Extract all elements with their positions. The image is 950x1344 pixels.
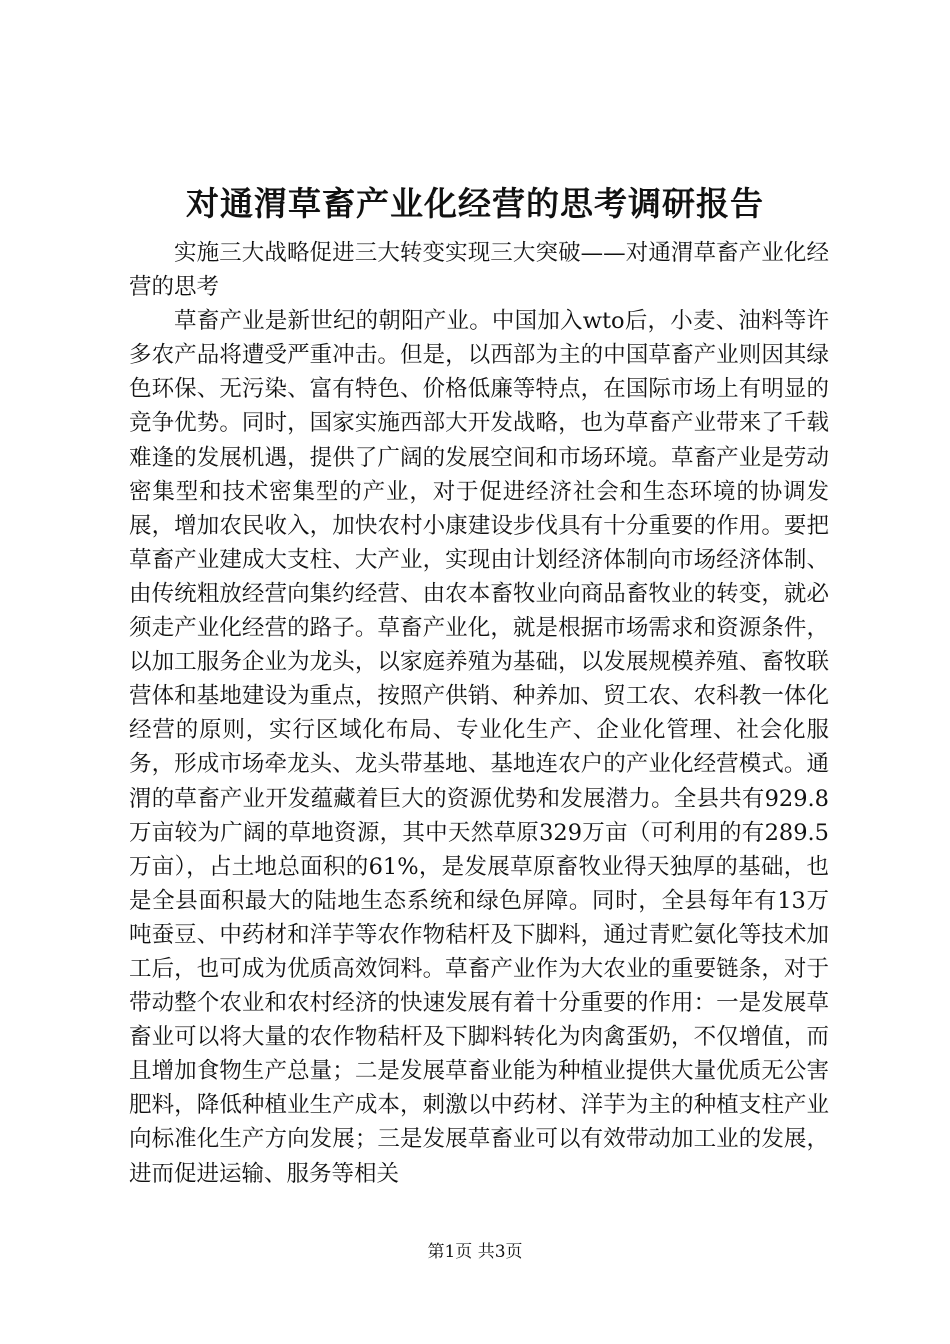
subtitle-paragraph: 实施三大战略促进三大转变实现三大突破——对通渭草畜产业化经营的思考 xyxy=(129,240,829,301)
document-body xyxy=(129,236,829,1191)
document-title: 对通渭草畜产业化经营的思考调研报告 xyxy=(186,184,764,223)
page-number-footer: 第1页 共3页 xyxy=(427,1242,523,1262)
body-paragraph: 草畜产业是新世纪的朝阳产业。中国加入wto后，小麦、油料等许多农产品将遭受严重冲击。但是，以西部为主的中国草畜产业则因其绿色环保、无污染、富有特色、价格低廉等特点，在国际市场上有明显的竞争优势。同时，国家实施西部大开发战略，也为草畜产业带来了千载难逢的发展机遇，提供了广阔的发展空间和市场环境。草畜产业是劳动密集型和技术密集型的产业，对于促进经济社会和生态环境的协调发展，增加农民收入，加快农村小康建设步伐具有十分重要的作用。要把草畜产业建成大支柱、大产业，实现由计划经济体制向市场经济体制、由传统粗放经营向集约经营、由农本畜牧业向商品畜牧业的转变，就必须走产业化经营的路子。草畜产业化，就是根据市场需求和资源条件，以加工服务企业为龙头，以家庭养殖为基础，以发展规模养殖、畜牧联营体和基地建设为重点，按照产供销、种养加、贸工农、农科教一体化经营的原则，实行区域化布局、专业化生产、企业化管理、社会化服务，形成市场牵龙头、龙头带基地、基地连农户的产业化经营模式。通渭的草畜产业开发蕴藏着巨大的资源优势和发展潜力。全县共有929.8万亩较为广阔的草地资源，其中天然草原329万亩（可利用的有289.5万亩），占土地总面积的61%，是发展草原畜牧业得天独厚的基础，也是全县面积最大的陆地生态系统和绿色屏障。同时，全县每年有13万吨蚕豆、中药材和洋芋等农作物秸杆及下脚料，通过青贮氨化等技术加工后，也可成为优质高效饲料。草畜产业作为大农业的重要链条，对于带动整个农业和农村经济的快速发展有着十分重要的作用：一是发展草畜业可以将大量的农作物秸杆及下脚料转化为肉禽蛋奶，不仅增值，而且增加食物生产总量；二是发展草畜业能为种植业提供大量优质无公害肥料，降低种植业生产成本，刺激以中药材、洋芋为主的种植支柱产业向标准化生产方向发展；三是发展草畜业可以有效带动加工业的发展，进而促进运输、服务等相关 xyxy=(129,308,829,1187)
